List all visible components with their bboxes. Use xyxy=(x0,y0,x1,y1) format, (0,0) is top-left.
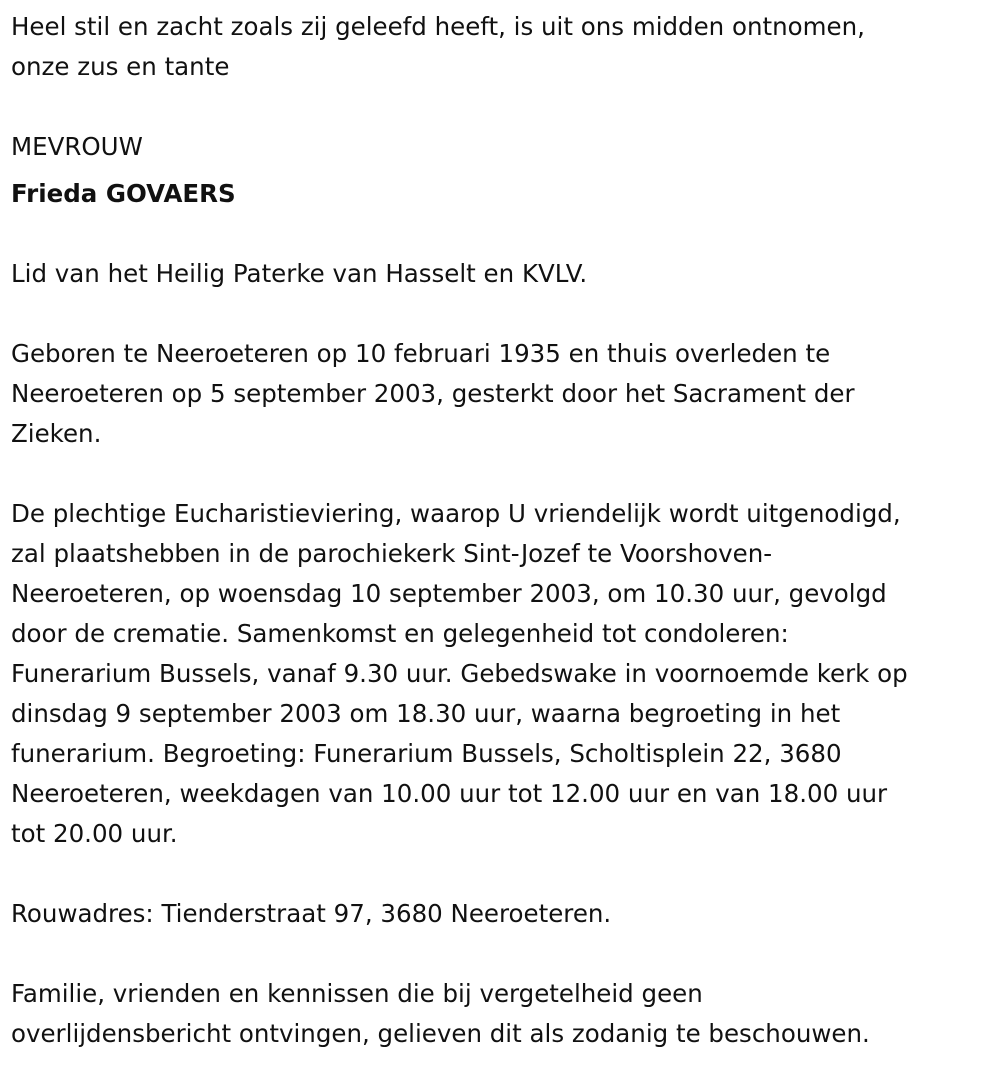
birth-death-line: Neeroeteren op 5 september 2003, gesterkt door het Sacrament der xyxy=(11,379,855,408)
paragraph-spacer xyxy=(11,214,990,254)
intro-paragraph xyxy=(11,7,990,87)
ceremony-line: funerarium. Begroeting: Funerarium Bussels, Scholtisplein 22, 3680 xyxy=(11,739,842,768)
membership-line: Lid van het Heilig Paterke van Hasselt en KVLV. xyxy=(11,259,588,288)
closing-line: Familie, vrienden en kennissen die bij vergetelheid geen xyxy=(11,979,703,1008)
ceremony-paragraph xyxy=(11,494,990,854)
mourning-address-paragraph xyxy=(11,894,990,934)
ceremony-line: zal plaatshebben in de parochiekerk Sint-Jozef te Voorshoven- xyxy=(11,539,773,568)
paragraph-spacer xyxy=(11,87,990,127)
birth-death-paragraph xyxy=(11,334,990,454)
birth-death-line: Zieken. xyxy=(11,419,102,448)
intro-line: Heel stil en zacht zoals zij geleefd heeft, is uit ons midden ontnomen, xyxy=(11,12,865,41)
mourning-address-line: Rouwadres: Tienderstraat 97, 3680 Neeroeteren. xyxy=(11,899,612,928)
ceremony-line: Funerarium Bussels, vanaf 9.30 uur. Gebedswake in voornoemde kerk op xyxy=(11,659,908,688)
birth-death-line: Geboren te Neeroeteren op 10 februari 1935 en thuis overleden te xyxy=(11,339,831,368)
paragraph-spacer xyxy=(11,454,990,494)
paragraph-spacer xyxy=(11,854,990,894)
intro-line: onze zus en tante xyxy=(11,52,230,81)
closing-paragraph xyxy=(11,974,990,1054)
paragraph-spacer xyxy=(11,934,990,974)
ceremony-line: Neeroeteren, op woensdag 10 september 2003, om 10.30 uur, gevolgd xyxy=(11,579,887,608)
paragraph-spacer xyxy=(11,294,990,334)
ceremony-line: door de crematie. Samenkomst en gelegenheid tot condoleren: xyxy=(11,619,789,648)
honorific-title xyxy=(11,127,990,167)
ceremony-line: Neeroeteren, weekdagen van 10.00 uur tot 12.00 uur en van 18.00 uur xyxy=(11,779,888,808)
deceased-name xyxy=(11,174,990,214)
closing-line: overlijdensbericht ontvingen, gelieven dit als zodanig te beschouwen. xyxy=(11,1019,870,1048)
ceremony-line: dinsdag 9 september 2003 om 18.30 uur, waarna begroeting in het xyxy=(11,699,841,728)
membership-paragraph xyxy=(11,254,990,294)
ceremony-line: tot 20.00 uur. xyxy=(11,819,178,848)
deceased-name-text: Frieda GOVAERS xyxy=(11,179,236,208)
ceremony-line: De plechtige Eucharistieviering, waarop U vriendelijk wordt uitgenodigd, xyxy=(11,499,901,528)
honorific-title-text: MEVROUW xyxy=(11,132,143,161)
